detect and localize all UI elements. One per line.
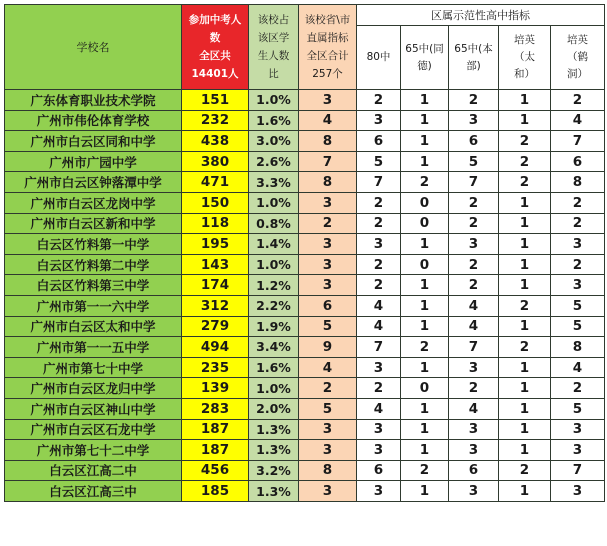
direct-quota-cell: 3 xyxy=(299,440,357,461)
share-cell: 0.8% xyxy=(249,213,299,234)
header-sub-line: 和） xyxy=(514,68,535,80)
quota-65-tongde-cell: 1 xyxy=(401,90,449,111)
quota-peiying-taihe-cell: 1 xyxy=(499,419,551,440)
school-name-cell: 广州市白云区太和中学 xyxy=(5,316,182,337)
quota-peiying-taihe-cell: 1 xyxy=(499,234,551,255)
share-cell: 2.6% xyxy=(249,151,299,172)
school-name-cell: 广州市第七十中学 xyxy=(5,357,182,378)
exam-count-cell: 438 xyxy=(182,131,249,152)
quota-peiying-hedong-cell: 8 xyxy=(551,337,605,358)
quota-65-main-cell: 2 xyxy=(449,254,499,275)
share-cell: 1.0% xyxy=(249,192,299,213)
quota-peiying-taihe-cell: 1 xyxy=(499,440,551,461)
quota-65-tongde-cell: 1 xyxy=(401,440,449,461)
share-cell: 1.2% xyxy=(249,275,299,296)
table-row xyxy=(5,316,605,337)
direct-quota-cell: 2 xyxy=(299,378,357,399)
header-school-65-tongde xyxy=(401,26,449,90)
header-direct-quota-line: 直属指标 xyxy=(306,32,349,44)
quota-peiying-taihe-cell: 2 xyxy=(499,337,551,358)
quota-65-main-cell: 2 xyxy=(449,192,499,213)
school-name-cell: 广州市白云区神山中学 xyxy=(5,398,182,419)
table-row xyxy=(5,90,605,111)
quota-peiying-taihe-cell: 1 xyxy=(499,254,551,275)
table-row xyxy=(5,192,605,213)
share-cell: 1.0% xyxy=(249,90,299,111)
share-cell: 1.9% xyxy=(249,316,299,337)
quota-65-tongde-cell: 0 xyxy=(401,378,449,399)
table-row xyxy=(5,151,605,172)
share-cell: 1.6% xyxy=(249,357,299,378)
share-cell: 1.4% xyxy=(249,234,299,255)
exam-count-cell: 143 xyxy=(182,254,249,275)
quota-peiying-taihe-cell: 1 xyxy=(499,275,551,296)
header-sub-line: （鹤 xyxy=(567,51,588,63)
header-share-line: 生人数 xyxy=(257,50,290,62)
quota-80-cell: 3 xyxy=(357,110,401,131)
quota-peiying-taihe-cell: 2 xyxy=(499,172,551,193)
direct-quota-cell: 5 xyxy=(299,398,357,419)
quota-peiying-taihe-cell: 1 xyxy=(499,378,551,399)
exam-count-cell: 380 xyxy=(182,151,249,172)
quota-80-cell: 2 xyxy=(357,213,401,234)
quota-65-main-cell: 2 xyxy=(449,213,499,234)
header-school-80 xyxy=(357,26,401,90)
share-cell: 2.2% xyxy=(249,295,299,316)
header-sub-line: 培英 xyxy=(567,34,588,46)
exam-count-cell: 151 xyxy=(182,90,249,111)
share-cell: 1.3% xyxy=(249,419,299,440)
direct-quota-cell: 4 xyxy=(299,357,357,378)
quota-65-main-cell: 6 xyxy=(449,460,499,481)
quota-65-tongde-cell: 0 xyxy=(401,254,449,275)
exam-count-cell: 312 xyxy=(182,295,249,316)
header-sub-line: 80中 xyxy=(366,51,391,63)
quota-80-cell: 6 xyxy=(357,460,401,481)
quota-peiying-hedong-cell: 5 xyxy=(551,398,605,419)
quota-peiying-taihe-cell: 1 xyxy=(499,90,551,111)
quota-65-main-cell: 4 xyxy=(449,295,499,316)
quota-65-main-cell: 3 xyxy=(449,234,499,255)
quota-80-cell: 3 xyxy=(357,357,401,378)
exam-count-cell: 187 xyxy=(182,419,249,440)
share-cell: 1.3% xyxy=(249,440,299,461)
header-exam-count-line: 全区共 xyxy=(199,50,231,62)
table-row xyxy=(5,481,605,502)
header-sub-line: 德) xyxy=(417,59,432,72)
quota-peiying-hedong-cell: 8 xyxy=(551,172,605,193)
share-cell: 3.3% xyxy=(249,172,299,193)
quota-peiying-taihe-cell: 2 xyxy=(499,295,551,316)
quota-80-cell: 3 xyxy=(357,481,401,502)
direct-quota-cell: 9 xyxy=(299,337,357,358)
header-exam-count xyxy=(182,5,249,90)
quota-65-tongde-cell: 1 xyxy=(401,131,449,152)
header-sub-line: 洞） xyxy=(567,68,588,80)
school-name-cell: 白云区竹料第二中学 xyxy=(5,254,182,275)
quota-80-cell: 6 xyxy=(357,131,401,152)
header-exam-count-line: 数 xyxy=(209,32,221,44)
share-cell: 2.0% xyxy=(249,398,299,419)
table-row xyxy=(5,275,605,296)
header-school: 学校名 xyxy=(5,5,182,90)
table-row xyxy=(5,378,605,399)
header-sub-line: 培英 xyxy=(514,34,535,46)
quota-65-main-cell: 3 xyxy=(449,440,499,461)
share-cell: 3.4% xyxy=(249,337,299,358)
quota-peiying-hedong-cell: 4 xyxy=(551,110,605,131)
header-sub-line: 部) xyxy=(466,59,481,72)
exam-count-cell: 456 xyxy=(182,460,249,481)
header-direct-quota-line: 257个 xyxy=(312,68,343,80)
direct-quota-cell: 8 xyxy=(299,131,357,152)
exam-count-cell: 174 xyxy=(182,275,249,296)
table-row xyxy=(5,357,605,378)
quota-65-main-cell: 3 xyxy=(449,110,499,131)
header-share-line: 该区学 xyxy=(257,32,290,44)
header-district-quota-group: 区属示范性高中指标 xyxy=(357,5,605,26)
table-row xyxy=(5,398,605,419)
table-row xyxy=(5,337,605,358)
quota-65-tongde-cell: 1 xyxy=(401,275,449,296)
quota-65-tongde-cell: 1 xyxy=(401,481,449,502)
exam-count-cell: 283 xyxy=(182,398,249,419)
direct-quota-cell: 3 xyxy=(299,234,357,255)
school-name-cell: 广州市白云区钟落潭中学 xyxy=(5,172,182,193)
school-name-cell: 白云区竹料第一中学 xyxy=(5,234,182,255)
direct-quota-cell: 3 xyxy=(299,192,357,213)
quota-65-tongde-cell: 1 xyxy=(401,357,449,378)
quota-peiying-taihe-cell: 2 xyxy=(499,151,551,172)
school-name-cell: 广州市第一一五中学 xyxy=(5,337,182,358)
quota-80-cell: 7 xyxy=(357,337,401,358)
quota-65-main-cell: 2 xyxy=(449,90,499,111)
quota-80-cell: 3 xyxy=(357,419,401,440)
quota-65-main-cell: 3 xyxy=(449,481,499,502)
quota-80-cell: 2 xyxy=(357,254,401,275)
school-name-cell: 广州市第七十二中学 xyxy=(5,440,182,461)
quota-peiying-hedong-cell: 3 xyxy=(551,440,605,461)
share-cell: 1.6% xyxy=(249,110,299,131)
quota-peiying-taihe-cell: 1 xyxy=(499,357,551,378)
table-row xyxy=(5,131,605,152)
share-cell: 1.0% xyxy=(249,378,299,399)
direct-quota-cell: 6 xyxy=(299,295,357,316)
table-row xyxy=(5,234,605,255)
quota-peiying-hedong-cell: 3 xyxy=(551,419,605,440)
school-name-cell: 广州市白云区同和中学 xyxy=(5,131,182,152)
quota-80-cell: 5 xyxy=(357,151,401,172)
share-cell: 3.2% xyxy=(249,460,299,481)
header-direct-quota xyxy=(299,5,357,90)
school-name-cell: 广州市白云区新和中学 xyxy=(5,213,182,234)
quota-65-tongde-cell: 2 xyxy=(401,337,449,358)
header-share xyxy=(249,5,299,90)
quota-peiying-hedong-cell: 4 xyxy=(551,357,605,378)
header-sub-line: 65中(本 xyxy=(454,42,493,55)
quota-80-cell: 2 xyxy=(357,90,401,111)
table-row xyxy=(5,440,605,461)
exam-count-cell: 471 xyxy=(182,172,249,193)
exam-count-cell: 187 xyxy=(182,440,249,461)
share-cell: 1.3% xyxy=(249,481,299,502)
quota-80-cell: 3 xyxy=(357,234,401,255)
table-body xyxy=(5,90,605,502)
quota-80-cell: 2 xyxy=(357,378,401,399)
quota-peiying-hedong-cell: 2 xyxy=(551,254,605,275)
direct-quota-cell: 8 xyxy=(299,460,357,481)
school-name-cell: 白云区江高三中 xyxy=(5,481,182,502)
header-share-line: 比 xyxy=(268,68,279,80)
quota-65-main-cell: 3 xyxy=(449,419,499,440)
quota-65-main-cell: 7 xyxy=(449,172,499,193)
direct-quota-cell: 2 xyxy=(299,213,357,234)
quota-peiying-taihe-cell: 1 xyxy=(499,192,551,213)
direct-quota-cell: 3 xyxy=(299,481,357,502)
school-name-cell: 白云区竹料第三中学 xyxy=(5,275,182,296)
direct-quota-cell: 4 xyxy=(299,110,357,131)
direct-quota-cell: 3 xyxy=(299,254,357,275)
quota-peiying-hedong-cell: 5 xyxy=(551,295,605,316)
quota-peiying-hedong-cell: 3 xyxy=(551,234,605,255)
direct-quota-cell: 8 xyxy=(299,172,357,193)
quota-65-tongde-cell: 1 xyxy=(401,110,449,131)
table-row xyxy=(5,254,605,275)
quota-65-tongde-cell: 1 xyxy=(401,151,449,172)
header-school-65-main xyxy=(449,26,499,90)
school-name-cell: 广东体育职业技术学院 xyxy=(5,90,182,111)
header-peiying-hedong xyxy=(551,26,605,90)
header-peiying-taihe xyxy=(499,26,551,90)
quota-65-tongde-cell: 2 xyxy=(401,172,449,193)
quota-65-tongde-cell: 0 xyxy=(401,192,449,213)
exam-count-cell: 235 xyxy=(182,357,249,378)
quota-peiying-hedong-cell: 3 xyxy=(551,481,605,502)
quota-65-tongde-cell: 1 xyxy=(401,419,449,440)
quota-80-cell: 2 xyxy=(357,275,401,296)
quota-peiying-hedong-cell: 2 xyxy=(551,378,605,399)
school-name-cell: 白云区江高二中 xyxy=(5,460,182,481)
quota-65-main-cell: 4 xyxy=(449,316,499,337)
exam-count-cell: 185 xyxy=(182,481,249,502)
school-name-cell: 广州市广园中学 xyxy=(5,151,182,172)
quota-peiying-taihe-cell: 1 xyxy=(499,110,551,131)
quota-peiying-taihe-cell: 2 xyxy=(499,131,551,152)
share-cell: 1.0% xyxy=(249,254,299,275)
direct-quota-cell: 7 xyxy=(299,151,357,172)
school-name-cell: 广州市伟伦体育学校 xyxy=(5,110,182,131)
exam-count-cell: 494 xyxy=(182,337,249,358)
quota-80-cell: 4 xyxy=(357,316,401,337)
quota-65-tongde-cell: 1 xyxy=(401,234,449,255)
quota-65-tongde-cell: 1 xyxy=(401,398,449,419)
quota-65-main-cell: 7 xyxy=(449,337,499,358)
quota-peiying-taihe-cell: 2 xyxy=(499,460,551,481)
quota-65-tongde-cell: 1 xyxy=(401,316,449,337)
table-row xyxy=(5,110,605,131)
header-exam-count-line: 14401人 xyxy=(191,68,239,80)
quota-peiying-taihe-cell: 1 xyxy=(499,316,551,337)
quota-65-tongde-cell: 1 xyxy=(401,295,449,316)
table-row xyxy=(5,295,605,316)
quota-peiying-hedong-cell: 3 xyxy=(551,275,605,296)
direct-quota-cell: 3 xyxy=(299,275,357,296)
header-sub-line: 65中(同 xyxy=(405,42,444,55)
quota-65-main-cell: 3 xyxy=(449,357,499,378)
quota-65-main-cell: 4 xyxy=(449,398,499,419)
school-name-cell: 广州市白云区石龙中学 xyxy=(5,419,182,440)
school-name-cell: 广州市白云区龙岗中学 xyxy=(5,192,182,213)
direct-quota-cell: 3 xyxy=(299,90,357,111)
header-direct-quota-line: 全区合计 xyxy=(306,50,349,62)
exam-count-cell: 118 xyxy=(182,213,249,234)
header-sub-line: （太 xyxy=(514,51,535,63)
quota-65-main-cell: 5 xyxy=(449,151,499,172)
table-row xyxy=(5,213,605,234)
exam-count-cell: 232 xyxy=(182,110,249,131)
direct-quota-cell: 5 xyxy=(299,316,357,337)
exam-count-cell: 279 xyxy=(182,316,249,337)
quota-peiying-taihe-cell: 1 xyxy=(499,398,551,419)
quota-80-cell: 3 xyxy=(357,440,401,461)
quota-80-cell: 7 xyxy=(357,172,401,193)
quota-peiying-hedong-cell: 6 xyxy=(551,151,605,172)
school-name-cell: 广州市白云区龙归中学 xyxy=(5,378,182,399)
quota-80-cell: 4 xyxy=(357,295,401,316)
header-exam-count-line: 参加中考人 xyxy=(188,14,242,26)
quota-peiying-hedong-cell: 5 xyxy=(551,316,605,337)
quota-peiying-taihe-cell: 1 xyxy=(499,213,551,234)
table-row xyxy=(5,172,605,193)
header-direct-quota-line: 该校省\市 xyxy=(304,14,351,26)
quota-65-main-cell: 2 xyxy=(449,275,499,296)
quota-peiying-hedong-cell: 7 xyxy=(551,131,605,152)
table-row xyxy=(5,419,605,440)
quota-peiying-hedong-cell: 2 xyxy=(551,213,605,234)
share-cell: 3.0% xyxy=(249,131,299,152)
quota-peiying-hedong-cell: 2 xyxy=(551,90,605,111)
quota-peiying-taihe-cell: 1 xyxy=(499,481,551,502)
school-name-cell: 广州市第一一六中学 xyxy=(5,295,182,316)
quota-65-tongde-cell: 0 xyxy=(401,213,449,234)
quota-peiying-hedong-cell: 7 xyxy=(551,460,605,481)
table-row xyxy=(5,460,605,481)
exam-count-cell: 195 xyxy=(182,234,249,255)
quota-table xyxy=(4,4,605,502)
header-share-line: 该校占 xyxy=(257,14,290,26)
direct-quota-cell: 3 xyxy=(299,419,357,440)
quota-80-cell: 4 xyxy=(357,398,401,419)
quota-peiying-hedong-cell: 2 xyxy=(551,192,605,213)
quota-80-cell: 2 xyxy=(357,192,401,213)
exam-count-cell: 150 xyxy=(182,192,249,213)
quota-65-main-cell: 6 xyxy=(449,131,499,152)
quota-65-main-cell: 2 xyxy=(449,378,499,399)
quota-65-tongde-cell: 2 xyxy=(401,460,449,481)
exam-count-cell: 139 xyxy=(182,378,249,399)
